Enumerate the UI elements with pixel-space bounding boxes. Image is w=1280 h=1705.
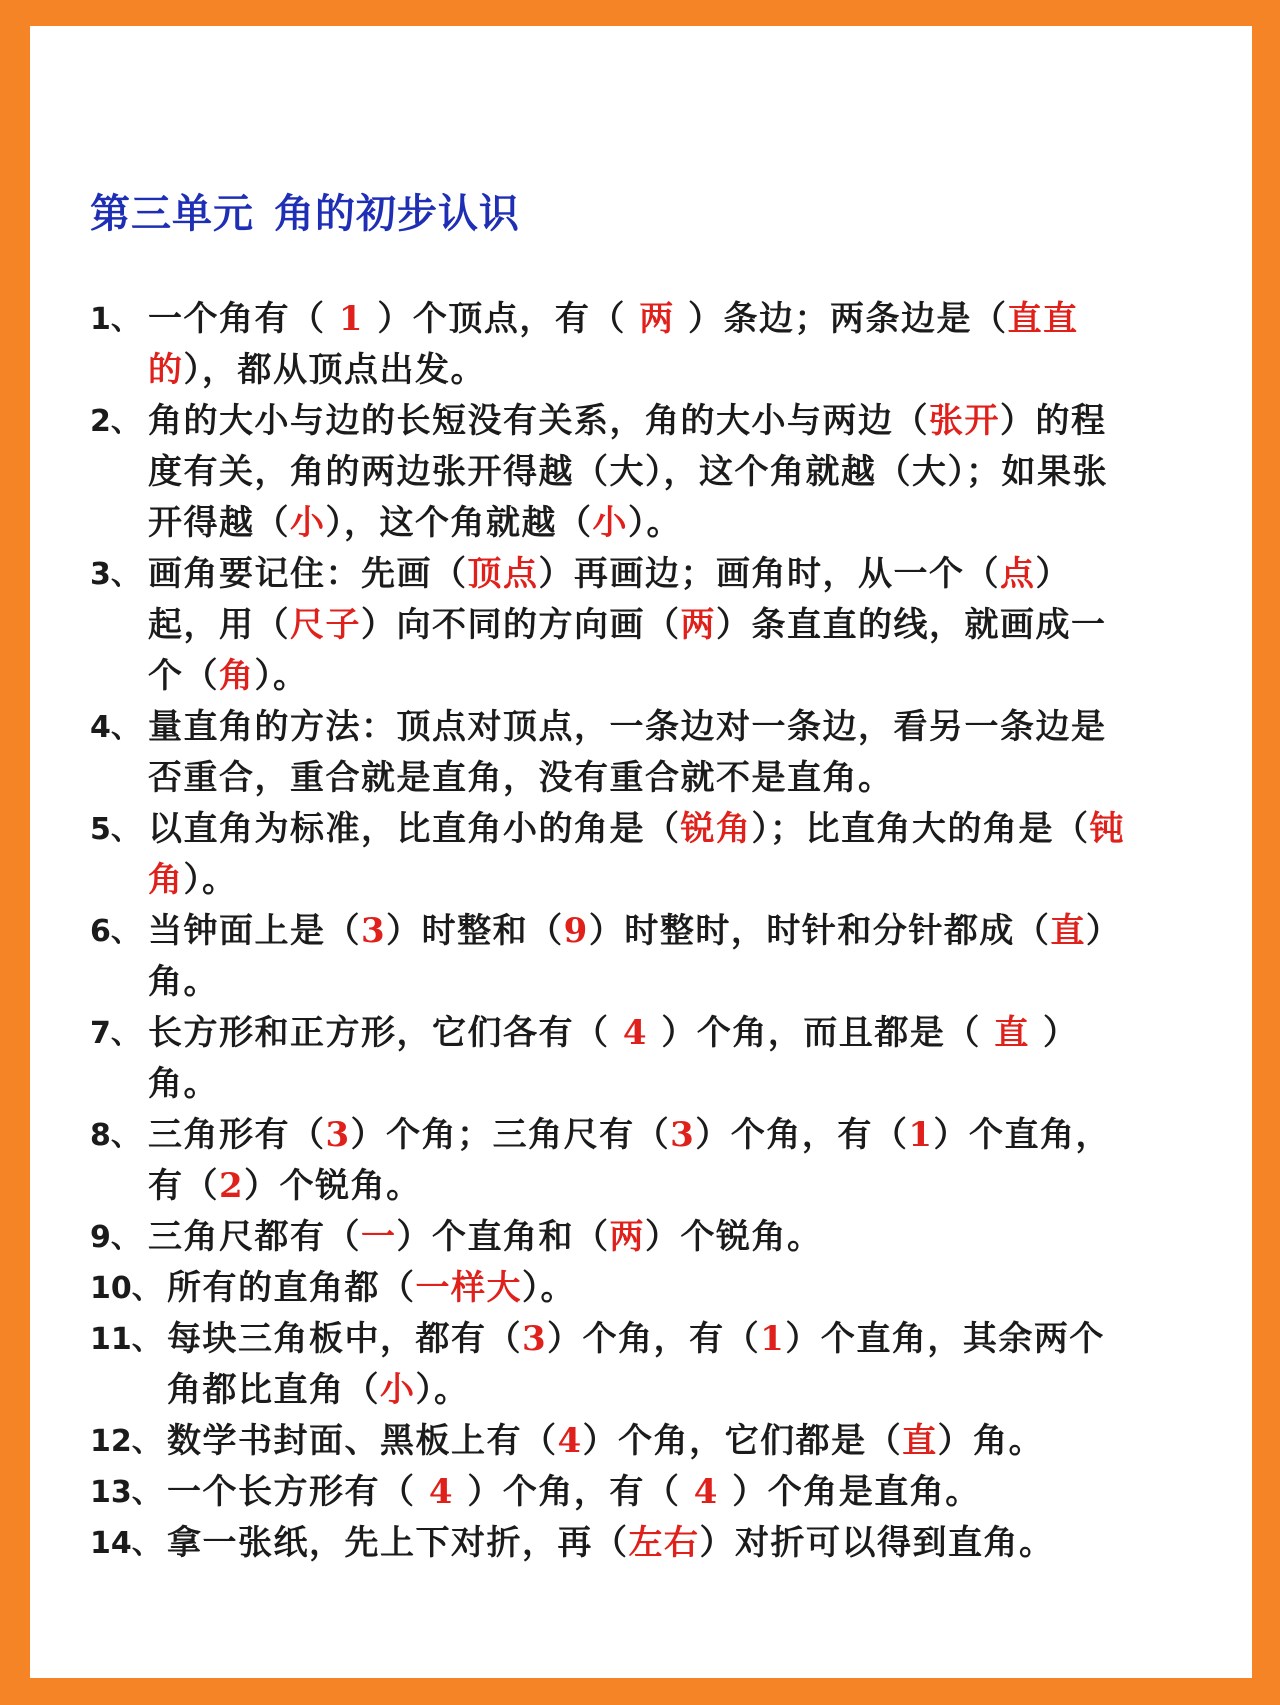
statement-text: ）。 [522,1268,576,1308]
answer-text: 3 [670,1115,696,1155]
item-text [148,1212,1130,1263]
statement-text: 数学书封面、黑板上有（ [167,1421,558,1461]
statement-text: ），这个角就越（ [325,503,593,543]
item-number: 5、 [90,812,141,847]
knowledge-point [90,1212,1130,1263]
statement-text: ）条直直的线，就画成一个（ [148,605,1107,696]
answer-text: 锐角 [680,809,752,849]
statement-text: ）时整时，时针和分针都成（ [588,911,1051,951]
answer-text: 两 [680,605,716,645]
unit-label: 第三单元 [90,190,254,237]
answer-text: 4 [428,1472,455,1512]
item-number: 3、 [90,557,141,592]
answer-text: 直直的 [148,299,1079,390]
item-number: 8、 [90,1118,141,1153]
item-text [167,1518,1130,1569]
answer-text: 钝角 [148,809,1125,900]
answer-text: 一 [361,1217,397,1257]
statement-text: 量直角的方法：顶点对顶点，一条边对一条边，看另一条边是否重合，重合就是直角，没有重合就不是直角。 [148,707,1107,798]
item-text [167,1314,1130,1416]
knowledge-point-list [90,294,1130,1569]
statement-text: ）的程度有关，角的两边张开得越（大），这个角就越（大）；如果张开得越（ [148,401,1108,543]
statement-text: 一个长方形有（ [167,1472,429,1512]
statement-text: ）。 [628,503,682,543]
item-text [148,396,1130,549]
statement-text: ）角。 [148,1013,1079,1104]
item-text [167,1263,1130,1314]
item-text [167,1416,1130,1467]
statement-text: ）个锐角。 [645,1217,823,1257]
answer-text: 4 [622,1013,649,1053]
statement-text: ）。 [254,656,309,696]
knowledge-point [90,1110,1130,1212]
answer-text: 1 [338,299,365,339]
statement-text: 三角尺都有（ [148,1217,361,1257]
statement-text: 三角形有（ [148,1115,326,1155]
item-text [148,294,1130,396]
statement-text: 角的大小与边的长短没有关系，角的大小与两边（ [148,401,929,441]
answer-text: 小 [592,503,628,543]
knowledge-point [90,1314,1130,1416]
item-text [148,1110,1130,1212]
statement-text: ）；比直角大的角是（ [751,809,1090,849]
statement-text: ）个角，它们都是（ [582,1421,903,1461]
item-text [148,906,1130,1008]
knowledge-point [90,1467,1130,1518]
answer-text: 3 [522,1319,548,1359]
statement-text: ）个直角和（ [396,1217,610,1257]
statement-text: ）个直角，其余两个角都比直角（ [167,1319,1105,1410]
document-sheet [30,26,1252,1678]
answer-text: 顶点 [467,554,539,594]
knowledge-point [90,906,1130,1008]
item-number: 7、 [90,1016,141,1051]
statement-text: 长方形和正方形，它们各有（ [148,1013,623,1053]
item-text [148,549,1130,702]
answer-text: 1 [760,1319,786,1359]
statement-text: 每块三角板中，都有（ [167,1319,522,1359]
answer-text: 3 [361,911,387,951]
knowledge-point [90,804,1130,906]
answer-text: 角 [219,656,255,696]
statement-text: ）个顶点，有（ [364,299,640,339]
statement-text: ）再画边；画角时，从一个（ [538,554,1000,594]
statement-text: ）个直角，有（ [148,1115,1112,1206]
answer-text: 4 [557,1421,583,1461]
statement-text: ）个角，有（ [547,1319,761,1359]
topic-label: 角的初步认识 [274,190,520,237]
statement-text: ）向不同的方向画（ [361,605,681,645]
knowledge-point [90,294,1130,396]
statement-text: ）对折可以得到直角。 [699,1523,1055,1563]
statement-text: 以直角为标准，比直角小的角是（ [148,809,681,849]
knowledge-point [90,549,1130,702]
answer-text: 直 [994,1013,1030,1053]
item-text [148,702,1130,804]
item-number: 13、 [90,1475,162,1510]
answer-text: 4 [693,1472,719,1512]
statement-text: ）时整和（ [386,911,564,951]
answer-text: 1 [908,1115,934,1155]
statement-text: 画角要记住：先画（ [148,554,468,594]
item-number: 12、 [90,1424,162,1459]
statement-text: ），都从顶点出发。 [183,350,486,390]
statement-text: ）。 [183,860,238,900]
statement-text: 一个角有（ [148,299,339,339]
answer-text: 9 [563,911,589,951]
knowledge-point [90,1416,1130,1467]
item-number: 1、 [90,302,141,337]
item-number: 10、 [90,1271,162,1306]
answer-text: 小 [380,1370,416,1410]
statement-text: ）个角；三角尺有（ [350,1115,671,1155]
page-title [90,186,520,242]
answer-text: 尺子 [290,605,361,645]
item-text [167,1467,1130,1518]
item-number: 9、 [90,1220,141,1255]
statement-text: ）个锐角。 [244,1166,422,1206]
knowledge-point [90,702,1130,804]
statement-text: 拿一张纸，先上下对折，再（ [167,1523,629,1563]
item-text [148,1008,1130,1110]
statement-text: ）个角是直角。 [718,1472,981,1512]
item-number: 14、 [90,1526,162,1561]
answer-text: 两 [609,1217,645,1257]
item-number: 6、 [90,914,141,949]
answer-text: 3 [325,1115,351,1155]
statement-text: ）个角，而且都是（ [648,1013,995,1053]
statement-text: ）角。 [937,1421,1045,1461]
statement-text: ）起，用（ [148,554,1071,645]
statement-text: ）个角，有（ [695,1115,909,1155]
answer-text: 小 [290,503,326,543]
answer-text: 一样大 [415,1268,522,1308]
answer-text: 张开 [929,401,1000,441]
answer-text: 2 [219,1166,245,1206]
statement-text: 当钟面上是（ [148,911,361,951]
item-text [148,804,1130,906]
knowledge-point [90,1263,1130,1314]
statement-text: ）条边；两条边是（ [674,299,1008,339]
item-number: 11、 [90,1322,162,1357]
answer-text: 左右 [628,1523,700,1563]
answer-text: 直 [1050,911,1086,951]
knowledge-point [90,396,1130,549]
statement-text: ）角。 [148,911,1122,1002]
answer-text: 直 [902,1421,938,1461]
item-number: 4、 [90,710,141,745]
statement-text: 所有的直角都（ [167,1268,416,1308]
statement-text: ）个角，有（ [454,1472,694,1512]
item-number: 2、 [90,404,141,439]
knowledge-point [90,1008,1130,1110]
answer-text: 两 [639,299,675,339]
knowledge-point [90,1518,1130,1569]
answer-text: 点 [1000,554,1036,594]
statement-text: ）。 [415,1370,470,1410]
